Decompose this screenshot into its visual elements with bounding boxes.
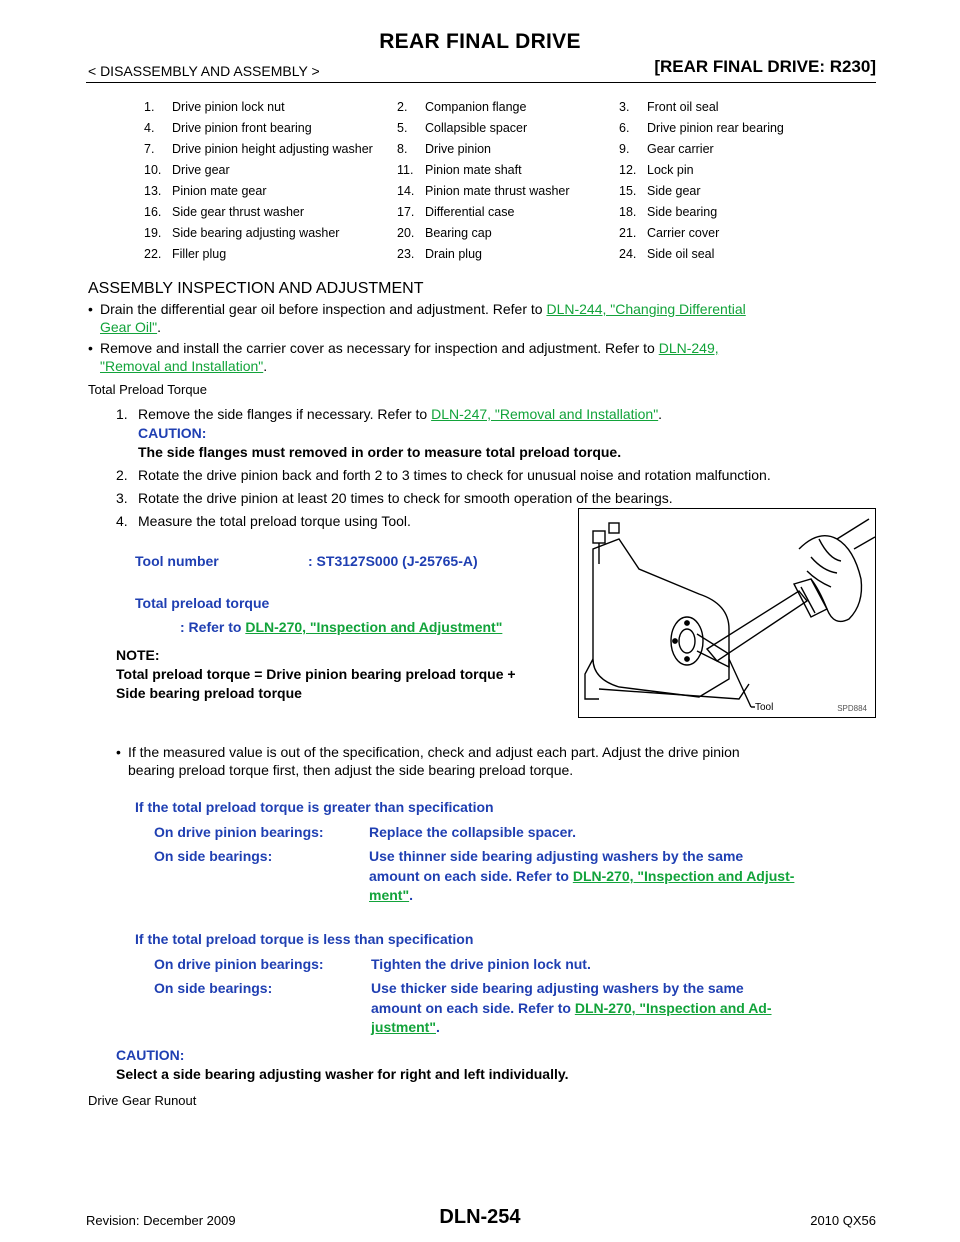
part-name: Filler plug [172,247,227,261]
parts-row [144,226,784,247]
bullet-text: Remove and install the carrier cover as necessary for inspection and adjustment. Refer to [100,340,659,356]
part-number: 2. [397,100,408,114]
less-pinion-label: On drive pinion bearings: [154,956,324,972]
part-name: Front oil seal [647,100,719,114]
note-line-2: Side bearing preload torque [116,685,302,701]
part-number: 9. [619,142,630,156]
footer-revision: Revision: December 2009 [86,1213,236,1228]
greater-pinion-value: Replace the collapsible spacer. [369,824,576,840]
part-name: Gear carrier [647,142,714,156]
part-name: Drive pinion front bearing [172,121,312,135]
part-number: 19. [144,226,162,240]
greater-side-line-3 [369,886,413,905]
caution-text: The side flanges must removed in order to measure total preload torque. [138,444,622,460]
part-name: Drive gear [172,163,230,177]
part-number: 10. [144,163,162,177]
greater-side-line-2 [369,867,794,886]
bullet-measured-value [116,743,878,761]
part-name: Carrier cover [647,226,720,240]
final-caution-label: CAUTION: [116,1047,185,1063]
part-name: Drive pinion lock nut [172,100,285,114]
preload-torque-figure [578,508,876,718]
link-dln-270-b[interactable]: DLN-270, "Inspection and Adjust- [572,868,795,884]
step-text: Rotate the drive pinion at least 20 times to check for smooth operation of the bearings. [138,490,673,506]
part-name: Side gear thrust washer [172,205,305,219]
parts-row [144,163,784,184]
greater-pinion-label: On drive pinion bearings: [154,824,324,840]
part-name: Differential case [425,205,515,219]
part-number: 13. [144,184,162,198]
part-number: 6. [619,121,630,135]
subheading-drive-gear-runout: Drive Gear Runout [88,1093,197,1108]
torque-spec-ref [180,618,502,637]
bullet-text: If the measured value is out of the specification, check and adjust each part. Adjust the drive pinion [128,744,740,760]
part-number: 21. [619,226,637,240]
bullet-glyph: • [88,340,93,356]
part-name: Pinion mate thrust washer [425,184,570,198]
tool-number-value: : ST3127S000 (J-25765-A) [308,553,478,569]
step-number: 4. [116,513,128,529]
part-name: Drive pinion [425,142,492,156]
part-name: Collapsible spacer [425,121,528,135]
part-name: Bearing cap [425,226,492,240]
part-name: Lock pin [647,163,694,177]
part-name: Pinion mate gear [172,184,267,198]
torque-refer-text: : Refer to [180,619,246,635]
section-breadcrumb: < DISASSEMBLY AND ASSEMBLY > [88,63,320,79]
part-name: Side gear [647,184,701,198]
part-name: Side oil seal [647,247,715,261]
part-number: 16. [144,205,162,219]
link-dln-270-b-cont[interactable]: ment" [369,887,410,903]
figure-tool-label: Tool [755,702,774,713]
link-dln-244[interactable]: DLN-244, "Changing Differential [546,301,746,317]
final-caution-text: Select a side bearing adjusting washer for right and left individually. [116,1066,569,1082]
link-dln-270-c-cont[interactable]: justment" [371,1019,436,1035]
greater-heading: If the total preload torque is greater than specification [135,799,494,815]
page-title: REAR FINAL DRIVE [379,30,581,53]
link-dln-249-cont[interactable]: "Removal and Installation" [100,358,264,374]
step-number: 2. [116,467,128,483]
part-number: 14. [397,184,415,198]
part-number: 24. [619,247,637,261]
less-pinion-value: Tighten the drive pinion lock nut. [371,956,591,972]
step-text: Measure the total preload torque using Tool. [138,513,411,529]
part-number: 7. [144,142,155,156]
part-number: 18. [619,205,637,219]
figure-code: SPD884 [837,704,867,713]
period: . [435,1019,440,1035]
less-side-text: amount on each side. Refer to [371,1000,575,1016]
part-number: 23. [397,247,415,261]
step-2 [116,466,771,485]
part-name: Side bearing [647,205,718,219]
less-side-label: On side bearings: [154,980,273,996]
footer-model: 2010 QX56 [810,1213,876,1228]
part-number: 3. [619,100,630,114]
step-text: Remove the side flanges if necessary. Refer to [138,406,432,422]
bullet-measured-value-cont: bearing preload torque first, then adjust the side bearing preload torque. [128,762,574,778]
section-heading: ASSEMBLY INSPECTION AND ADJUSTMENT [88,280,424,297]
bullet-drain-oil: • Drain the differential gear oil before inspection and adjustment. Refer to DLN-244, "Changing Differential Gear Oil". [88,301,746,335]
less-heading: If the total preload torque is less than specification [135,931,474,947]
period: . [409,887,413,903]
footer-page-number: DLN-254 [439,1206,521,1228]
step-number: 1. [116,406,128,422]
part-number: 5. [397,121,408,135]
part-number: 20. [397,226,415,240]
less-side-line-1: Use thicker side bearing adjusting washers by the same [371,980,744,996]
link-dln-249[interactable]: DLN-249, [658,340,719,356]
link-dln-247[interactable]: DLN-247, "Removal and Installation" [431,406,659,422]
link-dln-244-cont[interactable]: Gear Oil" [100,319,158,335]
bullet-text: Drain the differential gear oil before inspection and adjustment. Refer to [100,301,547,317]
note-label: NOTE: [116,647,160,663]
parts-row [144,142,784,163]
part-name: Companion flange [425,100,527,114]
part-name: Drive pinion rear bearing [647,121,784,135]
step-text: Rotate the drive pinion back and forth 2 to 3 times to check for unusual noise and rotation malfunction. [138,467,771,483]
step-3 [116,489,673,508]
greater-side-text: amount on each side. Refer to [369,868,573,884]
greater-side-label: On side bearings: [154,848,273,864]
part-name: Side bearing adjusting washer [172,226,340,240]
bullet-carrier-cover: • Remove and install the carrier cover as necessary for inspection and adjustment. Refer to DLN-249, "Removal and Installation". [88,340,719,374]
part-number: 15. [619,184,637,198]
parts-row [144,247,784,268]
bullet-glyph: • [116,744,121,760]
part-number: 22. [144,247,162,261]
part-name: Pinion mate shaft [425,163,522,177]
parts-row [144,121,784,142]
part-number: 12. [619,163,637,177]
torque-spec-label: Total preload torque [135,595,270,611]
wrench-measurement-illustration [579,509,875,717]
step-1: 1. Remove the side flanges if necessary. Refer to DLN-247, "Removal and Installation". [116,406,663,422]
note-line-1: Total preload torque = Drive pinion bearing preload torque + [116,666,516,682]
variant-label: [REAR FINAL DRIVE: R230] [654,57,876,76]
less-side-line-2 [371,999,772,1018]
less-side-line-3 [371,1018,440,1037]
header-divider [86,82,876,83]
part-number: 17. [397,205,415,219]
subheading-total-preload: Total Preload Torque [88,382,208,397]
part-name: Drive pinion height adjusting washer [172,142,373,156]
parts-row [144,184,784,205]
part-number: 4. [144,121,155,135]
part-number: 1. [144,100,155,114]
link-dln-270-c[interactable]: DLN-270, "Inspection and Ad- [574,1000,772,1016]
part-number: 8. [397,142,408,156]
step-number: 3. [116,490,128,506]
caution-label: CAUTION: [138,425,207,441]
part-name: Drain plug [425,247,482,261]
bullet-glyph: • [88,301,93,317]
tool-number-label: Tool number [135,553,219,569]
link-dln-270-a[interactable]: DLN-270, "Inspection and Adjustment" [245,619,503,635]
part-number: 11. [397,163,414,177]
greater-side-line-1: Use thinner side bearing adjusting washers by the same [369,848,744,864]
parts-legend-table [144,100,784,268]
parts-row [144,100,784,121]
step-4 [116,512,411,531]
parts-row [144,205,784,226]
